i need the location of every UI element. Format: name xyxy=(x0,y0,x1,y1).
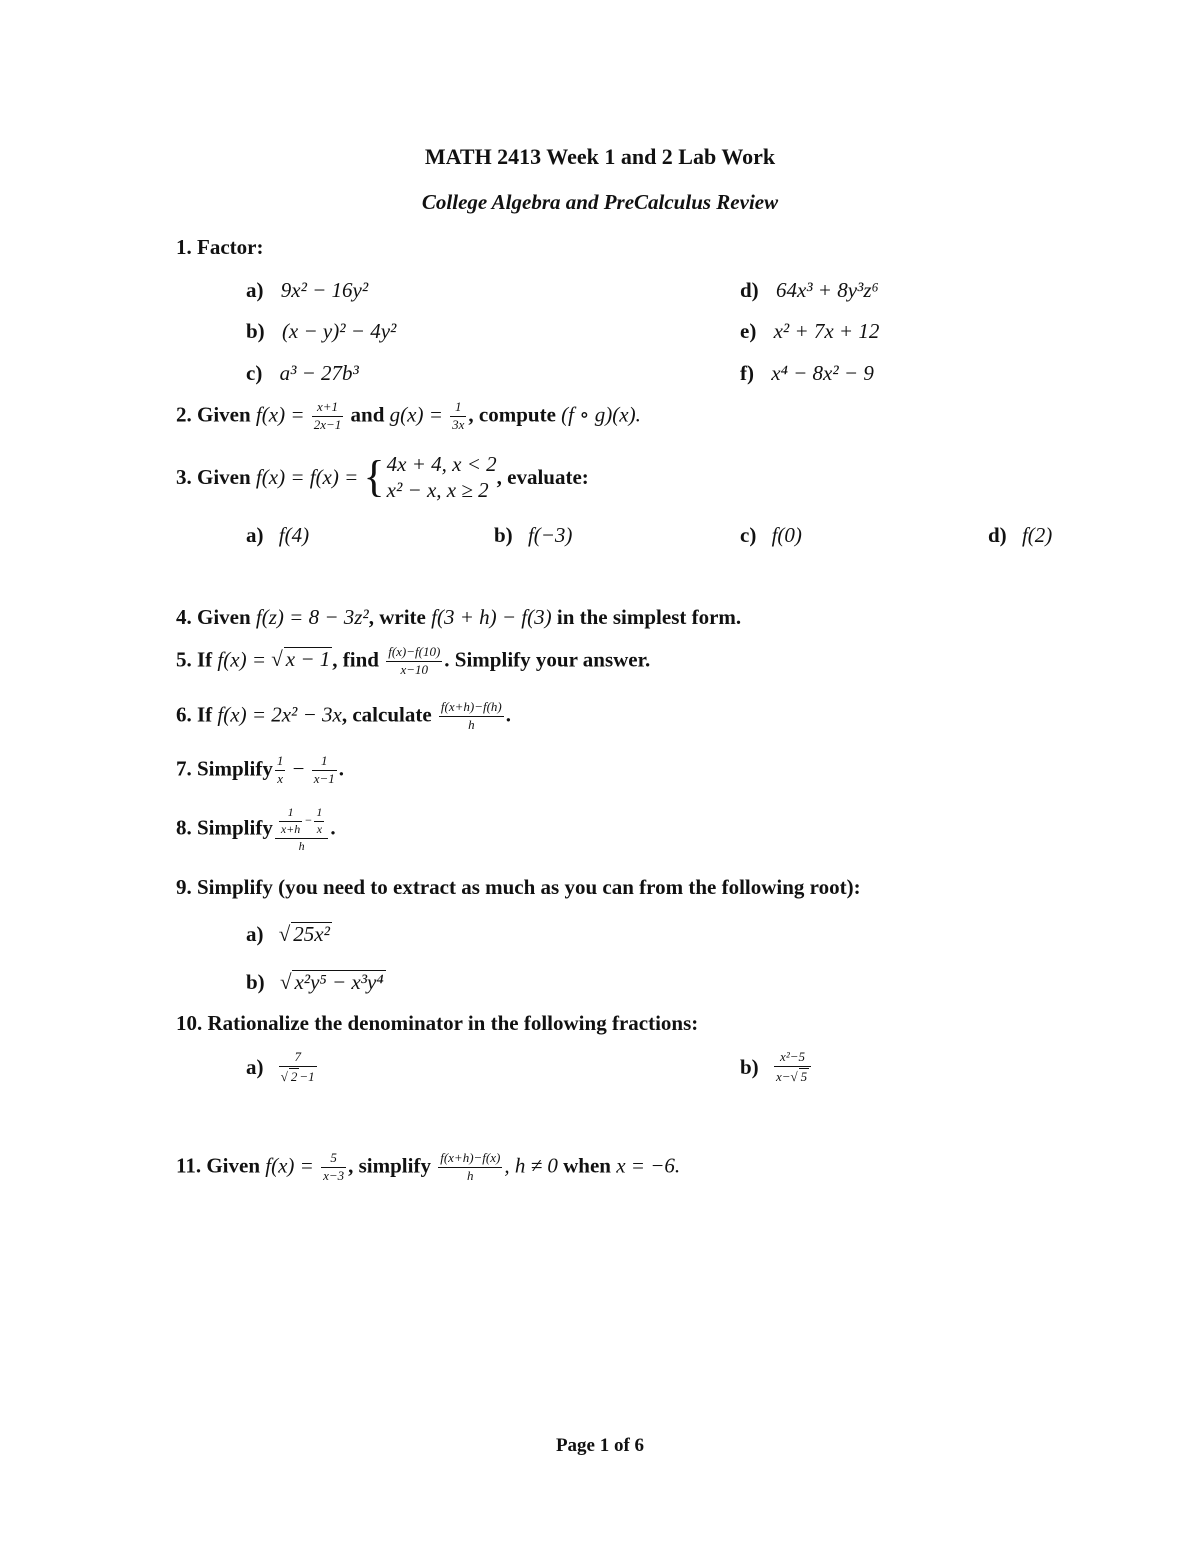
q1-item-d xyxy=(740,280,879,301)
q5-den: x−10 xyxy=(400,661,429,677)
q11-prefix: 11. Given xyxy=(176,1153,261,1178)
q1-item-f xyxy=(740,363,874,384)
q2-g-lhs: g(x) = xyxy=(389,402,443,427)
q1-e-letter: e) xyxy=(740,319,757,343)
q5-radicand: x − 1 xyxy=(285,647,331,672)
q3-c-letter: c) xyxy=(740,523,757,547)
q4-prefix: 4. Given xyxy=(176,605,251,629)
q8-complex-fraction xyxy=(275,806,329,853)
q2 xyxy=(176,400,641,433)
q11-f-den: x−3 xyxy=(323,1167,345,1183)
q8-prefix: 8. Simplify xyxy=(176,815,273,840)
q4-expr: f(3 + h) − f(3) xyxy=(431,605,552,629)
q5-fraction xyxy=(386,645,442,678)
q1-e-expr: x² + 7x + 12 xyxy=(773,319,880,343)
q5 xyxy=(176,645,650,678)
q1-item-a xyxy=(246,280,368,301)
q9-item-a xyxy=(246,922,332,945)
q1-item-e xyxy=(740,321,879,342)
q3 xyxy=(176,451,589,504)
q7-suffix: . xyxy=(338,756,344,781)
q10-a-num: 7 xyxy=(279,1050,317,1067)
q3-d-letter: d) xyxy=(988,523,1007,547)
q1-f-expr: x⁴ − 8x² − 9 xyxy=(771,361,874,385)
q9-a-radicand: 25x² xyxy=(293,922,330,946)
q10-b-radicand: 5 xyxy=(800,1068,808,1084)
q7-fraction-a xyxy=(275,754,286,787)
q10-item-b xyxy=(740,1050,813,1085)
q6-fx: f(x) = 2x² − 3x xyxy=(217,702,342,727)
q1-b-letter: b) xyxy=(246,319,265,343)
q1-d-letter: d) xyxy=(740,278,759,302)
q7 xyxy=(176,754,344,787)
q4 xyxy=(176,607,741,628)
q8-minus: − xyxy=(304,813,313,828)
q3-case1: 4x + 4, x < 2 xyxy=(386,452,497,476)
q1-c-expr: a³ − 27b³ xyxy=(279,361,359,385)
q9-a-letter: a) xyxy=(246,922,264,946)
q3-b-expr: f(−3) xyxy=(527,523,573,547)
q11-fraction xyxy=(438,1151,502,1184)
q3-a-letter: a) xyxy=(246,523,264,547)
q5-suffix: . Simplify your answer. xyxy=(444,647,651,672)
q2-f-num: x+1 xyxy=(312,400,344,417)
q5-prefix: 5. If xyxy=(176,647,213,672)
q11-f-num: 5 xyxy=(321,1151,346,1168)
q3-f-lhs: f(x) = f(x) = xyxy=(255,464,359,489)
q8-den: h xyxy=(298,838,305,853)
q4-fz: f(z) = 8 − 3z² xyxy=(255,605,369,629)
q3-d-expr: f(2) xyxy=(1021,523,1053,547)
q10-a-radicand: 2 xyxy=(290,1068,298,1084)
q9-b-radicand: x²y⁵ − x³y⁴ xyxy=(294,970,384,994)
q8-numerator xyxy=(275,806,329,839)
q10-b-den-head: x− xyxy=(775,1068,791,1084)
q2-target: (f ∘ g)(x). xyxy=(561,402,641,427)
q7-prefix: 7. Simplify xyxy=(176,756,273,781)
q1-item-c xyxy=(246,363,359,384)
q7-b-den: x−1 xyxy=(313,770,335,786)
page-subtitle: College Algebra and PreCalculus Review xyxy=(421,190,779,214)
q8-suffix: . xyxy=(330,815,336,840)
q4-write: , write xyxy=(368,605,426,629)
q8-a-den: x+h xyxy=(280,821,301,836)
q3-evaluate: , evaluate: xyxy=(496,464,589,489)
q1-a-expr: 9x² − 16y² xyxy=(280,278,369,302)
q10-a-den: √ 2 −1 xyxy=(280,1068,315,1084)
q9-b-sqrt: √ x²y⁵ − x³y⁴ xyxy=(279,970,384,994)
q11-den: h xyxy=(467,1167,474,1183)
q3-prefix: 3. Given xyxy=(176,464,251,489)
q3-c-expr: f(0) xyxy=(771,523,802,547)
q11 xyxy=(176,1151,680,1184)
q11-simplify: , simplify xyxy=(348,1153,431,1178)
q3-item-c xyxy=(740,525,802,546)
q3-b-letter: b) xyxy=(494,523,513,547)
q2-g-fraction xyxy=(450,400,466,433)
q7-fraction-b xyxy=(312,754,337,787)
q1-item-b xyxy=(246,321,396,342)
q3-case2: x² − x, x ≥ 2 xyxy=(386,478,489,503)
page-title: MATH 2413 Week 1 and 2 Lab Work xyxy=(424,144,776,169)
q3-item-b xyxy=(494,525,572,546)
q9-a-sqrt: √ 25x² xyxy=(278,922,330,946)
q7-a-den: x xyxy=(277,770,283,786)
q8 xyxy=(176,806,336,853)
q1-a-letter: a) xyxy=(246,278,264,302)
q5-f-lhs: f(x) = xyxy=(217,647,266,672)
q6-num: f(x+h)−f(h) xyxy=(439,700,504,717)
q1-d-expr: 64x³ + 8y³z⁶ xyxy=(775,278,879,302)
q3-item-d xyxy=(988,525,1052,546)
q1-c-letter: c) xyxy=(246,361,263,385)
q11-f-fraction xyxy=(321,1151,346,1184)
q7-a-num: 1 xyxy=(275,754,286,771)
q6-den: h xyxy=(468,716,475,732)
q6-fraction xyxy=(439,700,504,733)
q8-b-num: 1 xyxy=(314,806,324,822)
q5-find: , find xyxy=(332,647,379,672)
q8-fraction-b xyxy=(314,806,324,837)
q8-a-num: 1 xyxy=(279,806,302,822)
q11-num: f(x+h)−f(x) xyxy=(438,1151,502,1168)
page-number: Page 1 of 6 xyxy=(555,1435,645,1456)
q11-cond: , h ≠ 0 xyxy=(504,1153,558,1178)
q11-val: x = −6. xyxy=(616,1153,681,1178)
q2-and: and xyxy=(350,402,385,427)
q11-when: when xyxy=(563,1153,611,1178)
q10-label: 10. Rationalize the denominator in the following fractions: xyxy=(176,1011,699,1035)
q10-a-fraction xyxy=(279,1050,317,1085)
q3-item-a xyxy=(246,525,309,546)
q2-f-fraction xyxy=(312,400,344,433)
q6-prefix: 6. If xyxy=(176,702,213,727)
q5-num: f(x)−f(10) xyxy=(386,645,442,662)
q1-label: 1. Factor: xyxy=(176,235,264,259)
q7-minus: − xyxy=(292,756,305,781)
q3-cases xyxy=(387,451,497,504)
q6 xyxy=(176,700,511,733)
q10-b-num: x²−5 xyxy=(774,1050,811,1067)
q10-a-den-tail: −1 xyxy=(299,1068,315,1084)
q10-a-letter: a) xyxy=(246,1054,264,1079)
q2-g-num: 1 xyxy=(450,400,466,417)
q4-suffix: in the simplest form. xyxy=(556,605,742,629)
q6-suffix: . xyxy=(505,702,512,727)
q10-b-letter: b) xyxy=(740,1054,759,1079)
q3-a-expr: f(4) xyxy=(278,523,310,547)
q8-b-den: x xyxy=(316,821,323,836)
q1-f-letter: f) xyxy=(740,361,754,385)
q10-b-fraction xyxy=(774,1050,811,1085)
q8-fraction-a xyxy=(279,806,302,837)
q6-calc: , calculate xyxy=(341,702,432,727)
q10-item-a xyxy=(246,1050,319,1085)
q9-item-b xyxy=(246,970,386,993)
q2-f-lhs: f(x) = xyxy=(255,402,305,427)
q10-b-den: x−√ 5 xyxy=(775,1068,808,1084)
q5-sqrt: √ x − 1 xyxy=(271,647,331,672)
q7-b-num: 1 xyxy=(312,754,337,771)
q9-label: 9. Simplify (you need to extract as much as you can from the following root): xyxy=(176,875,861,899)
q1-b-expr: (x − y)² − 4y² xyxy=(281,319,397,343)
q2-prefix: 2. Given xyxy=(176,402,251,427)
q9-b-letter: b) xyxy=(246,970,265,994)
q3-brace: { xyxy=(363,452,385,502)
q2-g-den: 3x xyxy=(452,416,465,432)
q2-compute: , compute xyxy=(468,402,556,427)
q2-f-den: 2x−1 xyxy=(313,416,342,432)
q11-f-lhs: f(x) = xyxy=(265,1153,314,1178)
